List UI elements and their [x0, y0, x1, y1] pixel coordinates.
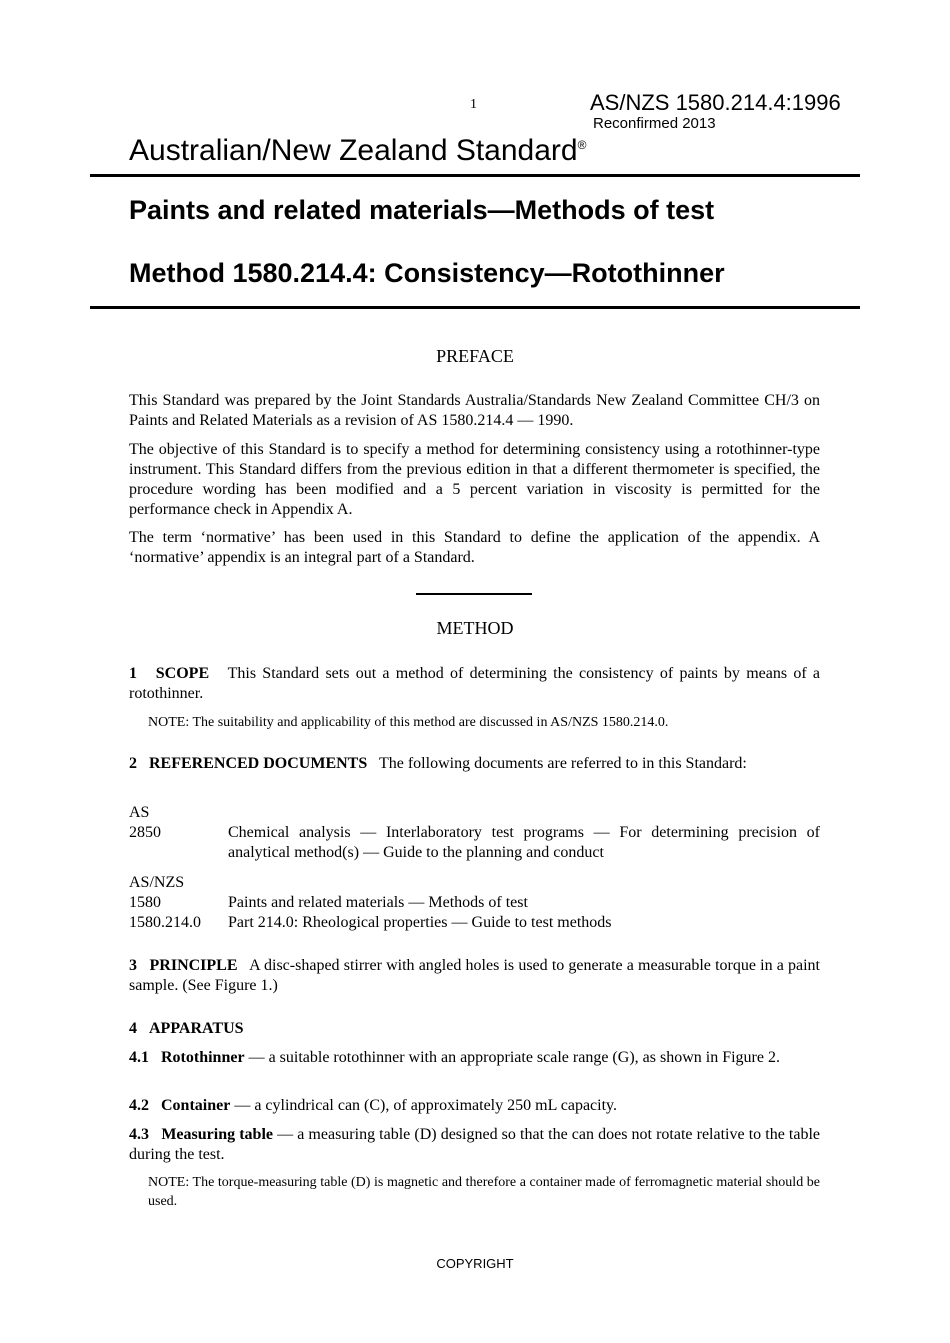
principle-clause [129, 956, 820, 996]
ref-desc-2850: Chemical analysis — Interlaboratory test programs — For determining precision of analytical method(s) — Guide to the planning and conduct [228, 824, 820, 861]
page-number: 1 [470, 97, 477, 112]
method-title: Method 1580.214.4: Consistency—Rotothinner [129, 258, 725, 288]
ref-code-1580: 1580 [129, 894, 161, 911]
references-clause [129, 754, 820, 774]
apparatus-number: 4 [129, 1020, 137, 1037]
apparatus-item-measuring-table [129, 1125, 820, 1165]
scope-note: NOTE: The suitability and applicability of this method are discussed in AS/NZS 1580.214.0. [148, 715, 669, 730]
ref-code-1580-214-0: 1580.214.0 [129, 914, 201, 931]
scope-text: This Standard sets out a method of determining the consistency of paints by means of a rotothinner. [129, 665, 821, 702]
item-title: Rotothinner [161, 1049, 245, 1066]
standard-heading-text: Australian/New Zealand Standard [129, 134, 578, 167]
apparatus-title: APPARATUS [149, 1020, 244, 1037]
section-divider [416, 593, 532, 595]
preface-paragraph-3: The term ‘normative’ has been used in this Standard to define the application of the appendix. A ‘normative’ appendix is an integral part of a Standard. [129, 529, 820, 566]
registered-mark: ® [577, 138, 587, 152]
ref-group-as: AS [129, 804, 150, 821]
principle-number: 3 [129, 957, 137, 974]
document-title: Paints and related materials—Methods of test [129, 195, 715, 225]
apparatus-item-container [129, 1096, 820, 1116]
item-number: 4.1 [129, 1049, 149, 1066]
item-text: — a cylindrical can (C), of approximately 250 mL capacity. [230, 1097, 617, 1114]
scope-title: SCOPE [155, 665, 210, 682]
item-text: — a suitable rotothinner with an appropriate scale range (G), as shown in Figure 2. [244, 1049, 780, 1066]
ref-code-2850: 2850 [129, 824, 161, 841]
ref-group-asnzs: AS/NZS [129, 874, 185, 891]
apparatus-note: NOTE: The torque-measuring table (D) is magnetic and therefore a container made of ferromagnetic material should be used. [148, 1175, 820, 1209]
preface-heading: PREFACE [436, 346, 514, 366]
reconfirmed-note: Reconfirmed 2013 [593, 115, 716, 132]
scope-clause [129, 664, 820, 704]
references-text: The following documents are referred to in this Standard: [378, 755, 747, 772]
principle-text: A disc-shaped stirrer with angled holes is used to generate a measurable torque in a paint sample. (See Figure 1.) [129, 957, 821, 994]
apparatus-heading [129, 1019, 820, 1039]
item-text: — a measuring table (D) designed so that the can does not rotate relative to the table during the test. [129, 1126, 820, 1163]
title-rule [90, 306, 860, 309]
references-number: 2 [129, 755, 137, 772]
top-rule [90, 174, 860, 177]
principle-title: PRINCIPLE [149, 957, 238, 974]
references-title: REFERENCED DOCUMENTS [149, 755, 368, 772]
preface-paragraph-2: The objective of this Standard is to specify a method for determining consistency using a rotothinner-type instrument. This Standard differs from the previous edition in that a different thermometer is specified, the procedure wording has been modified and a 5 percent variation in viscosity is permitted for the performance check in Appendix A. [129, 441, 820, 518]
preface-paragraph-1: This Standard was prepared by the Joint Standards Australia/Standards New Zealand Committee CH/3 on Paints and Related Materials as a revision of AS 1580.214.4 — 1990. [129, 392, 820, 429]
item-number: 4.3 [129, 1126, 149, 1143]
standard-number: AS/NZS 1580.214.4:1996 [590, 90, 841, 115]
ref-desc-1580: Paints and related materials — Methods of test [228, 894, 528, 911]
item-title: Container [161, 1097, 231, 1114]
item-number: 4.2 [129, 1097, 149, 1114]
apparatus-item-rotothinner [129, 1048, 820, 1068]
method-heading: METHOD [436, 618, 514, 638]
ref-desc-1580-214-0: Part 214.0: Rheological properties — Guide to test methods [228, 914, 612, 931]
item-title: Measuring table [161, 1126, 273, 1143]
scope-number: 1 [129, 665, 137, 682]
copyright-footer: COPYRIGHT [436, 1256, 514, 1271]
standard-heading [129, 134, 586, 168]
